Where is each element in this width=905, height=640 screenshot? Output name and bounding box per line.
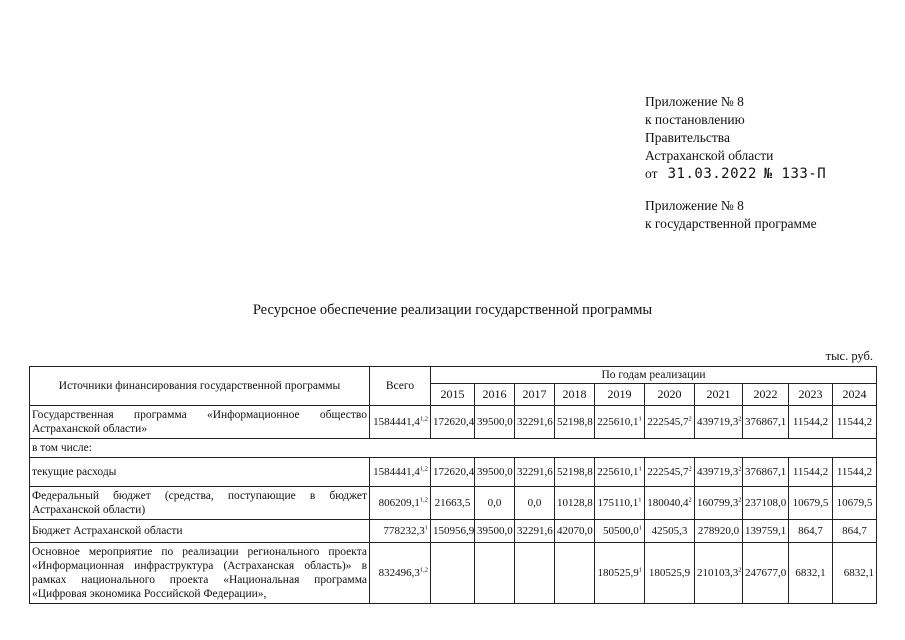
year-value-cell xyxy=(555,543,595,604)
year-value-cell: 50500,0$^1$ xyxy=(595,520,645,543)
year-header: 2017 xyxy=(515,384,555,406)
year-value-cell: 864,7 xyxy=(789,520,833,543)
year-value-cell: 10128,8 xyxy=(555,487,595,520)
year-value-cell: 376867,1 xyxy=(743,406,789,439)
source-label: Государственная программа «Информационное общество Астраханской области» xyxy=(30,406,370,439)
year-header: 2019 xyxy=(595,384,645,406)
year-value-cell: 39500,0 xyxy=(475,458,515,487)
year-value-cell: 864,7 xyxy=(833,520,877,543)
source-label: в том числе: xyxy=(30,439,877,458)
year-value-cell: 175110,1$^1$ xyxy=(595,487,645,520)
year-value-cell: 6832,1 xyxy=(789,543,833,604)
total-cell: 806209,1$^{1,2}$ xyxy=(370,487,431,520)
year-value-cell: 32291,6 xyxy=(515,520,555,543)
resolution-date: 31.03.2022 xyxy=(667,166,757,182)
year-header: 2015 xyxy=(431,384,475,406)
year-value-cell xyxy=(431,543,475,604)
source-label: Бюджет Астраханской области xyxy=(30,520,370,543)
resolution-number: № 133-П xyxy=(763,166,827,182)
year-value-cell: 52198,8 xyxy=(555,406,595,439)
year-value-cell: 11544,2 xyxy=(833,406,877,439)
appendix-line: Приложение № 8 xyxy=(645,94,744,109)
year-value-cell: 172620,4 xyxy=(431,458,475,487)
year-value-cell xyxy=(515,543,555,604)
header-period: По годам реализации xyxy=(431,367,877,384)
total-cell: 832496,3$^{1,2}$ xyxy=(370,543,431,604)
year-value-cell: 11544,2 xyxy=(789,406,833,439)
year-value-cell: 439719,3$^2$ xyxy=(695,458,743,487)
total-cell: 1584441,4$^{1,2}$ xyxy=(370,406,431,439)
year-value-cell xyxy=(475,543,515,604)
year-value-cell: 376867,1 xyxy=(743,458,789,487)
year-value-cell: 247677,0 xyxy=(743,543,789,604)
document-title: Ресурсное обеспечение реализации государственной программы xyxy=(252,302,653,318)
date-prefix: от xyxy=(645,166,658,181)
year-value-cell: 150956,9 xyxy=(431,520,475,543)
table-row xyxy=(30,520,877,543)
year-value-cell: 11544,2 xyxy=(789,458,833,487)
year-value-cell: 6832,1 xyxy=(833,543,877,604)
year-header: 2021 xyxy=(695,384,743,406)
total-cell: 1584441,4$^{1,2}$ xyxy=(370,458,431,487)
year-value-cell: 32291,6 xyxy=(515,458,555,487)
table-row xyxy=(30,439,877,458)
year-value-cell: 222545,7$^2$ xyxy=(645,406,695,439)
appendix-line: Правительства xyxy=(645,130,730,145)
appendix-block-resolution xyxy=(645,93,826,183)
total-cell: 778232,3$^1$ xyxy=(370,520,431,543)
year-value-cell: 180525,9 xyxy=(645,543,695,604)
table-row xyxy=(30,543,877,604)
year-value-cell: 180040,4$^2$ xyxy=(645,487,695,520)
year-value-cell: 0,0 xyxy=(515,487,555,520)
year-header: 2016 xyxy=(475,384,515,406)
year-value-cell: 42070,0 xyxy=(555,520,595,543)
year-value-cell: 52198,8 xyxy=(555,458,595,487)
header-total: Всего xyxy=(370,367,431,406)
appendix-date-line xyxy=(645,165,826,183)
year-header: 2022 xyxy=(743,384,789,406)
year-value-cell: 278920,0 xyxy=(695,520,743,543)
year-value-cell: 11544,2 xyxy=(833,458,877,487)
year-header: 2023 xyxy=(789,384,833,406)
resource-table xyxy=(29,366,877,604)
year-header: 2024 xyxy=(833,384,877,406)
year-value-cell: 222545,7$^2$ xyxy=(645,458,695,487)
source-label: Основное мероприятие по реализации регионального проекта «Информационная инфраструктура (Астраханская область)» в рамках национального проекта «Национальная программа «Цифровая экономика Российской Федерации», xyxy=(30,543,370,604)
units-label: тыс. руб. xyxy=(825,349,873,363)
appendix-line: Астраханской области xyxy=(645,148,774,163)
table-row xyxy=(30,458,877,487)
year-value-cell: 180525,9$^1$ xyxy=(595,543,645,604)
year-value-cell: 439719,3$^2$ xyxy=(695,406,743,439)
year-value-cell: 172620,4 xyxy=(431,406,475,439)
year-header: 2020 xyxy=(645,384,695,406)
year-value-cell: 32291,6 xyxy=(515,406,555,439)
year-value-cell: 210103,3$^2$ xyxy=(695,543,743,604)
year-value-cell: 39500,0 xyxy=(475,406,515,439)
year-value-cell: 160799,3$^2$ xyxy=(695,487,743,520)
table-row xyxy=(30,487,877,520)
appendix-line: к постановлению xyxy=(645,112,745,127)
source-label: Федеральный бюджет (средства, поступающие в бюджет Астраханской области) xyxy=(30,487,370,520)
appendix-line: Приложение № 8 xyxy=(645,198,744,213)
table-row xyxy=(30,406,877,439)
year-value-cell: 10679,5 xyxy=(789,487,833,520)
source-label: текущие расходы xyxy=(30,458,370,487)
year-value-cell: 0,0 xyxy=(475,487,515,520)
appendix-block-program xyxy=(645,197,817,233)
year-value-cell: 139759,1 xyxy=(743,520,789,543)
year-value-cell: 39500,0 xyxy=(475,520,515,543)
year-value-cell: 10679,5 xyxy=(833,487,877,520)
appendix-line: к государственной программе xyxy=(645,216,817,231)
year-header: 2018 xyxy=(555,384,595,406)
year-value-cell: 225610,1$^1$ xyxy=(595,458,645,487)
year-value-cell: 225610,1$^1$ xyxy=(595,406,645,439)
header-source: Источники финансирования государственной программы xyxy=(30,367,370,406)
year-value-cell: 237108,0 xyxy=(743,487,789,520)
year-value-cell: 21663,5 xyxy=(431,487,475,520)
year-value-cell: 42505,3 xyxy=(645,520,695,543)
